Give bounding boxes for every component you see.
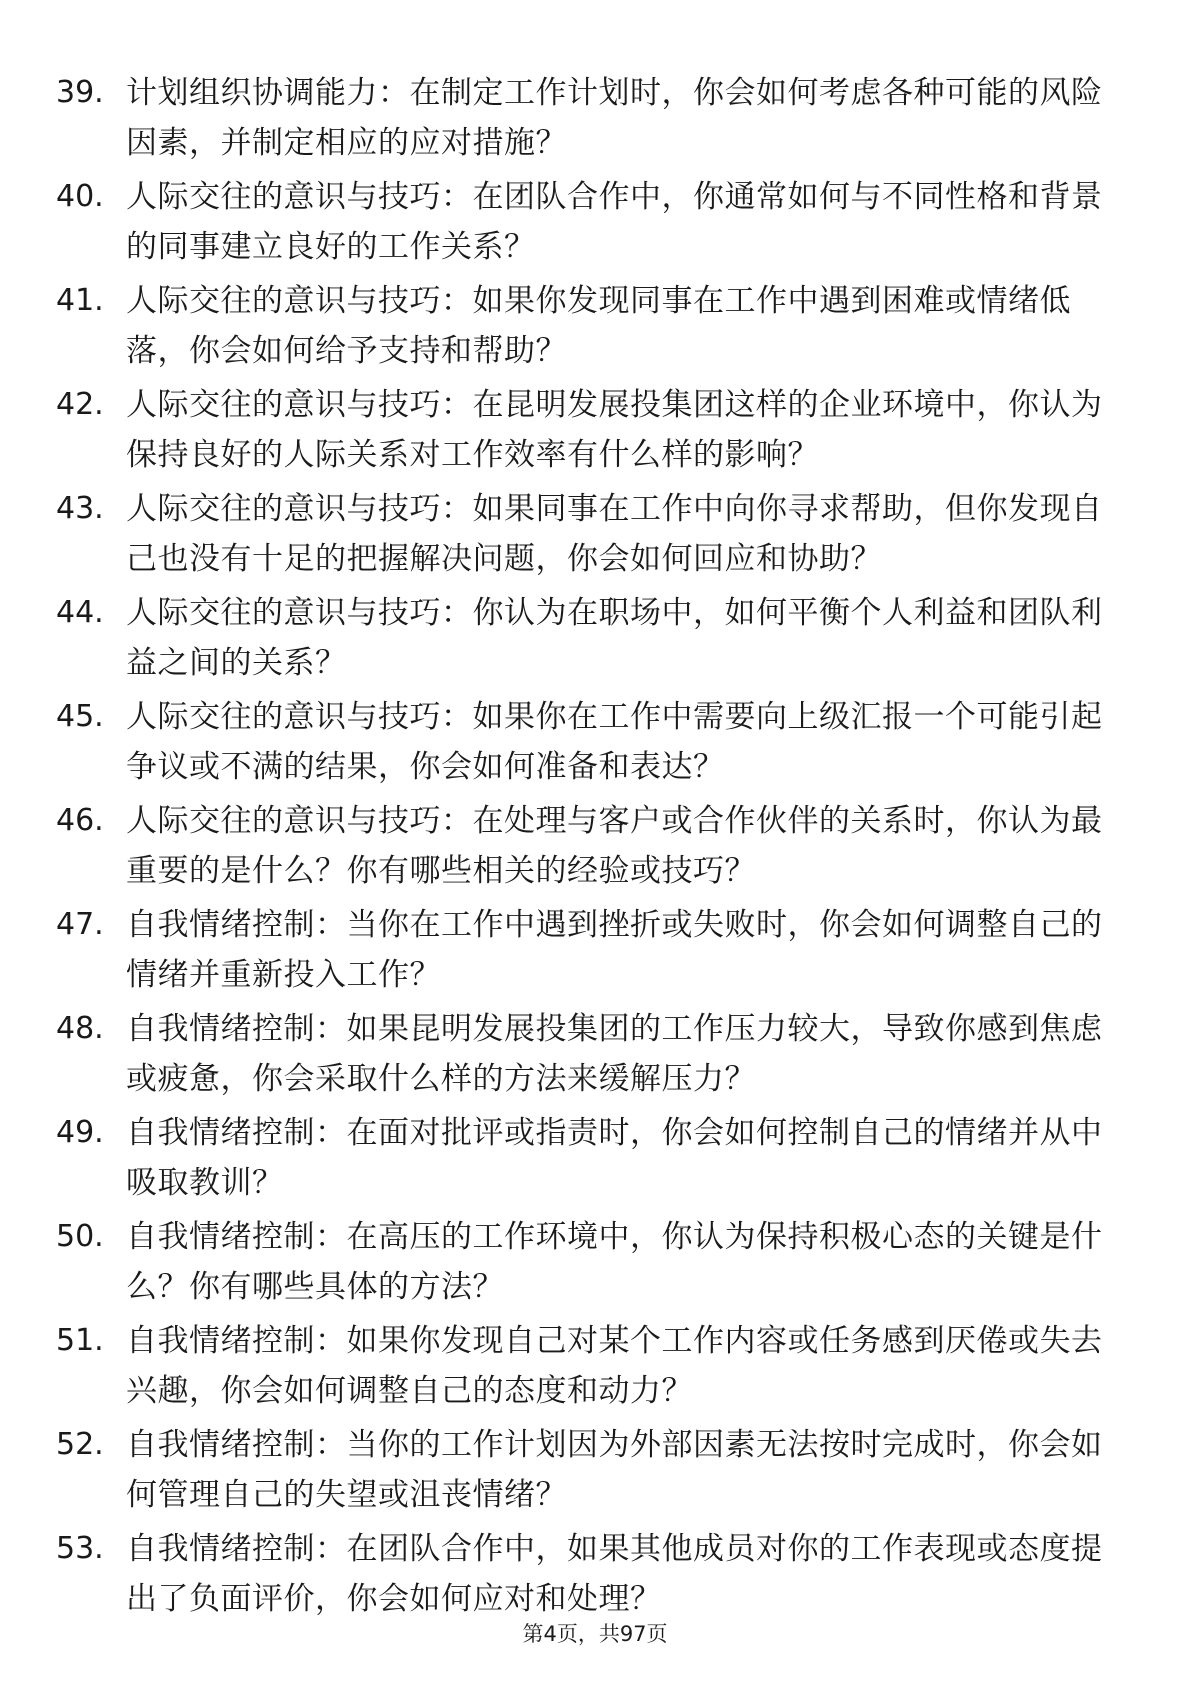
question-number: 40. xyxy=(56,179,104,214)
question-item-42 xyxy=(56,380,1116,484)
question-item-48 xyxy=(56,1004,1116,1108)
question-number: 41. xyxy=(56,283,104,318)
question-text: 自我情绪控制：当你的工作计划因为外部因素无法按时完成时，你会如何管理自己的失望或沮丧情绪？ xyxy=(126,1427,1103,1513)
question-number: 48. xyxy=(56,1011,104,1046)
question-text: 人际交往的意识与技巧：如果同事在工作中向你寻求帮助，但你发现自己也没有十足的把握解决问题，你会如何回应和协助？ xyxy=(126,491,1103,577)
question-text: 自我情绪控制：在高压的工作环境中，你认为保持积极心态的关键是什么？你有哪些具体的方法？ xyxy=(126,1219,1103,1305)
question-text: 人际交往的意识与技巧：如果你在工作中需要向上级汇报一个可能引起争议或不满的结果，你会如何准备和表达？ xyxy=(126,699,1103,785)
question-item-47 xyxy=(56,900,1116,1004)
question-number: 47. xyxy=(56,907,104,942)
question-number: 53. xyxy=(56,1531,104,1566)
question-text: 自我情绪控制：如果昆明发展投集团的工作压力较大，导致你感到焦虑或疲惫，你会采取什么样的方法来缓解压力？ xyxy=(126,1011,1103,1097)
question-item-39 xyxy=(56,68,1116,172)
question-text: 自我情绪控制：如果你发现自己对某个工作内容或任务感到厌倦或失去兴趣，你会如何调整自己的态度和动力？ xyxy=(126,1323,1103,1409)
question-number: 42. xyxy=(56,387,104,422)
question-number: 44. xyxy=(56,595,104,630)
question-text: 自我情绪控制：当你在工作中遇到挫折或失败时，你会如何调整自己的情绪并重新投入工作？ xyxy=(126,907,1103,993)
question-number: 39. xyxy=(56,75,104,110)
question-text: 计划组织协调能力：在制定工作计划时，你会如何考虑各种可能的风险因素，并制定相应的应对措施？ xyxy=(126,75,1103,161)
question-number: 45. xyxy=(56,699,104,734)
question-text: 人际交往的意识与技巧：在处理与客户或合作伙伴的关系时，你认为最重要的是什么？你有哪些相关的经验或技巧？ xyxy=(126,803,1103,889)
question-item-46 xyxy=(56,796,1116,900)
question-number: 43. xyxy=(56,491,104,526)
question-number: 52. xyxy=(56,1427,104,1462)
question-item-41 xyxy=(56,276,1116,380)
question-item-52 xyxy=(56,1420,1116,1524)
question-number: 50. xyxy=(56,1219,104,1254)
question-text: 人际交往的意识与技巧：如果你发现同事在工作中遇到困难或情绪低落，你会如何给予支持和帮助？ xyxy=(126,283,1071,369)
question-text: 自我情绪控制：在面对批评或指责时，你会如何控制自己的情绪并从中吸取教训？ xyxy=(126,1115,1103,1201)
question-text: 自我情绪控制：在团队合作中，如果其他成员对你的工作表现或态度提出了负面评价，你会如何应对和处理？ xyxy=(126,1531,1103,1617)
question-item-51 xyxy=(56,1316,1116,1420)
question-text: 人际交往的意识与技巧：在团队合作中，你通常如何与不同性格和背景的同事建立良好的工作关系？ xyxy=(126,179,1103,265)
question-text: 人际交往的意识与技巧：你认为在职场中，如何平衡个人利益和团队利益之间的关系？ xyxy=(126,595,1103,681)
question-item-45 xyxy=(56,692,1116,796)
question-item-44 xyxy=(56,588,1116,692)
question-item-40 xyxy=(56,172,1116,276)
question-number: 46. xyxy=(56,803,104,838)
question-item-53 xyxy=(56,1524,1116,1628)
question-item-49 xyxy=(56,1108,1116,1212)
question-item-50 xyxy=(56,1212,1116,1316)
question-number: 49. xyxy=(56,1115,104,1150)
question-number: 51. xyxy=(56,1323,104,1358)
page-number-footer: 第4页，共97页 xyxy=(522,1622,668,1646)
question-list xyxy=(56,68,1116,1628)
question-text: 人际交往的意识与技巧：在昆明发展投集团这样的企业环境中，你认为保持良好的人际关系对工作效率有什么样的影响？ xyxy=(126,387,1103,473)
question-item-43 xyxy=(56,484,1116,588)
